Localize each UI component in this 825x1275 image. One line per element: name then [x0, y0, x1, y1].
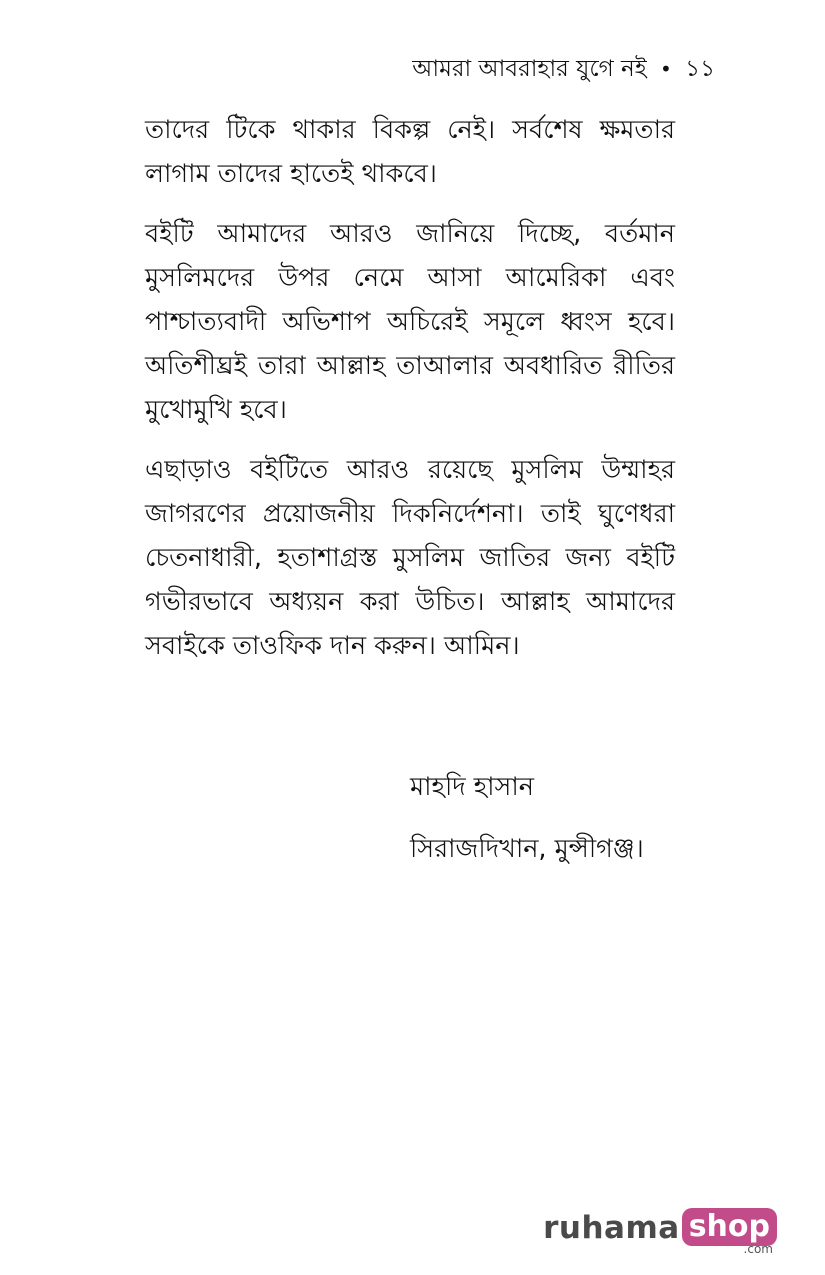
page-number: ১১	[685, 56, 715, 82]
watermark-shop-badge	[682, 1208, 777, 1256]
page-body	[145, 108, 675, 684]
ruhamashop-watermark	[543, 1208, 777, 1256]
paragraph-1: তাদের টিকে থাকার বিকল্প নেই। সর্বশেষ ক্ষমতার লাগাম তাদের হাতেই থাকবে।	[145, 115, 675, 189]
watermark-brand: ruhama	[543, 1210, 680, 1246]
paragraph-2: বইটি আমাদের আরও জানিয়ে দিচ্ছে, বর্তমান মুসলিমদের উপর নেমে আসা আমেরিকা এবং পাশ্চাত্যবাদী অভিশাপ অচিরেই সমূলে ধ্বংস হবে। অতিশীঘ্রই তারা আল্লাহ তাআলার অবধারিত রীতির মুখোমুখি হবে।	[145, 219, 675, 425]
header-separator: •	[660, 57, 672, 81]
author-signature	[410, 764, 644, 872]
author-place: সিরাজদিখান, মুন্সীগঞ্জ।	[410, 834, 644, 864]
author-name: মাহদি হাসান	[410, 772, 534, 802]
paragraph-3: এছাড়াও বইটিতে আরও রয়েছে মুসলিম উম্মাহর জাগরণের প্রয়োজনীয় দিকনির্দেশনা। তাই ঘুণেধরা চেতনাধারী, হতাশাগ্রস্ত মুসলিম জাতির জন্য বইটি গভীরভাবে অধ্যয়ন করা উচিত। আল্লাহ আমাদের সবাইকে তাওফিক দান করুন। আমিন।	[145, 455, 675, 661]
running-header	[412, 52, 715, 86]
watermark-domain: .com	[743, 1242, 773, 1256]
running-title: আমরা আবরাহার যুগে নই	[412, 56, 647, 82]
watermark-shop: shop	[682, 1208, 777, 1246]
